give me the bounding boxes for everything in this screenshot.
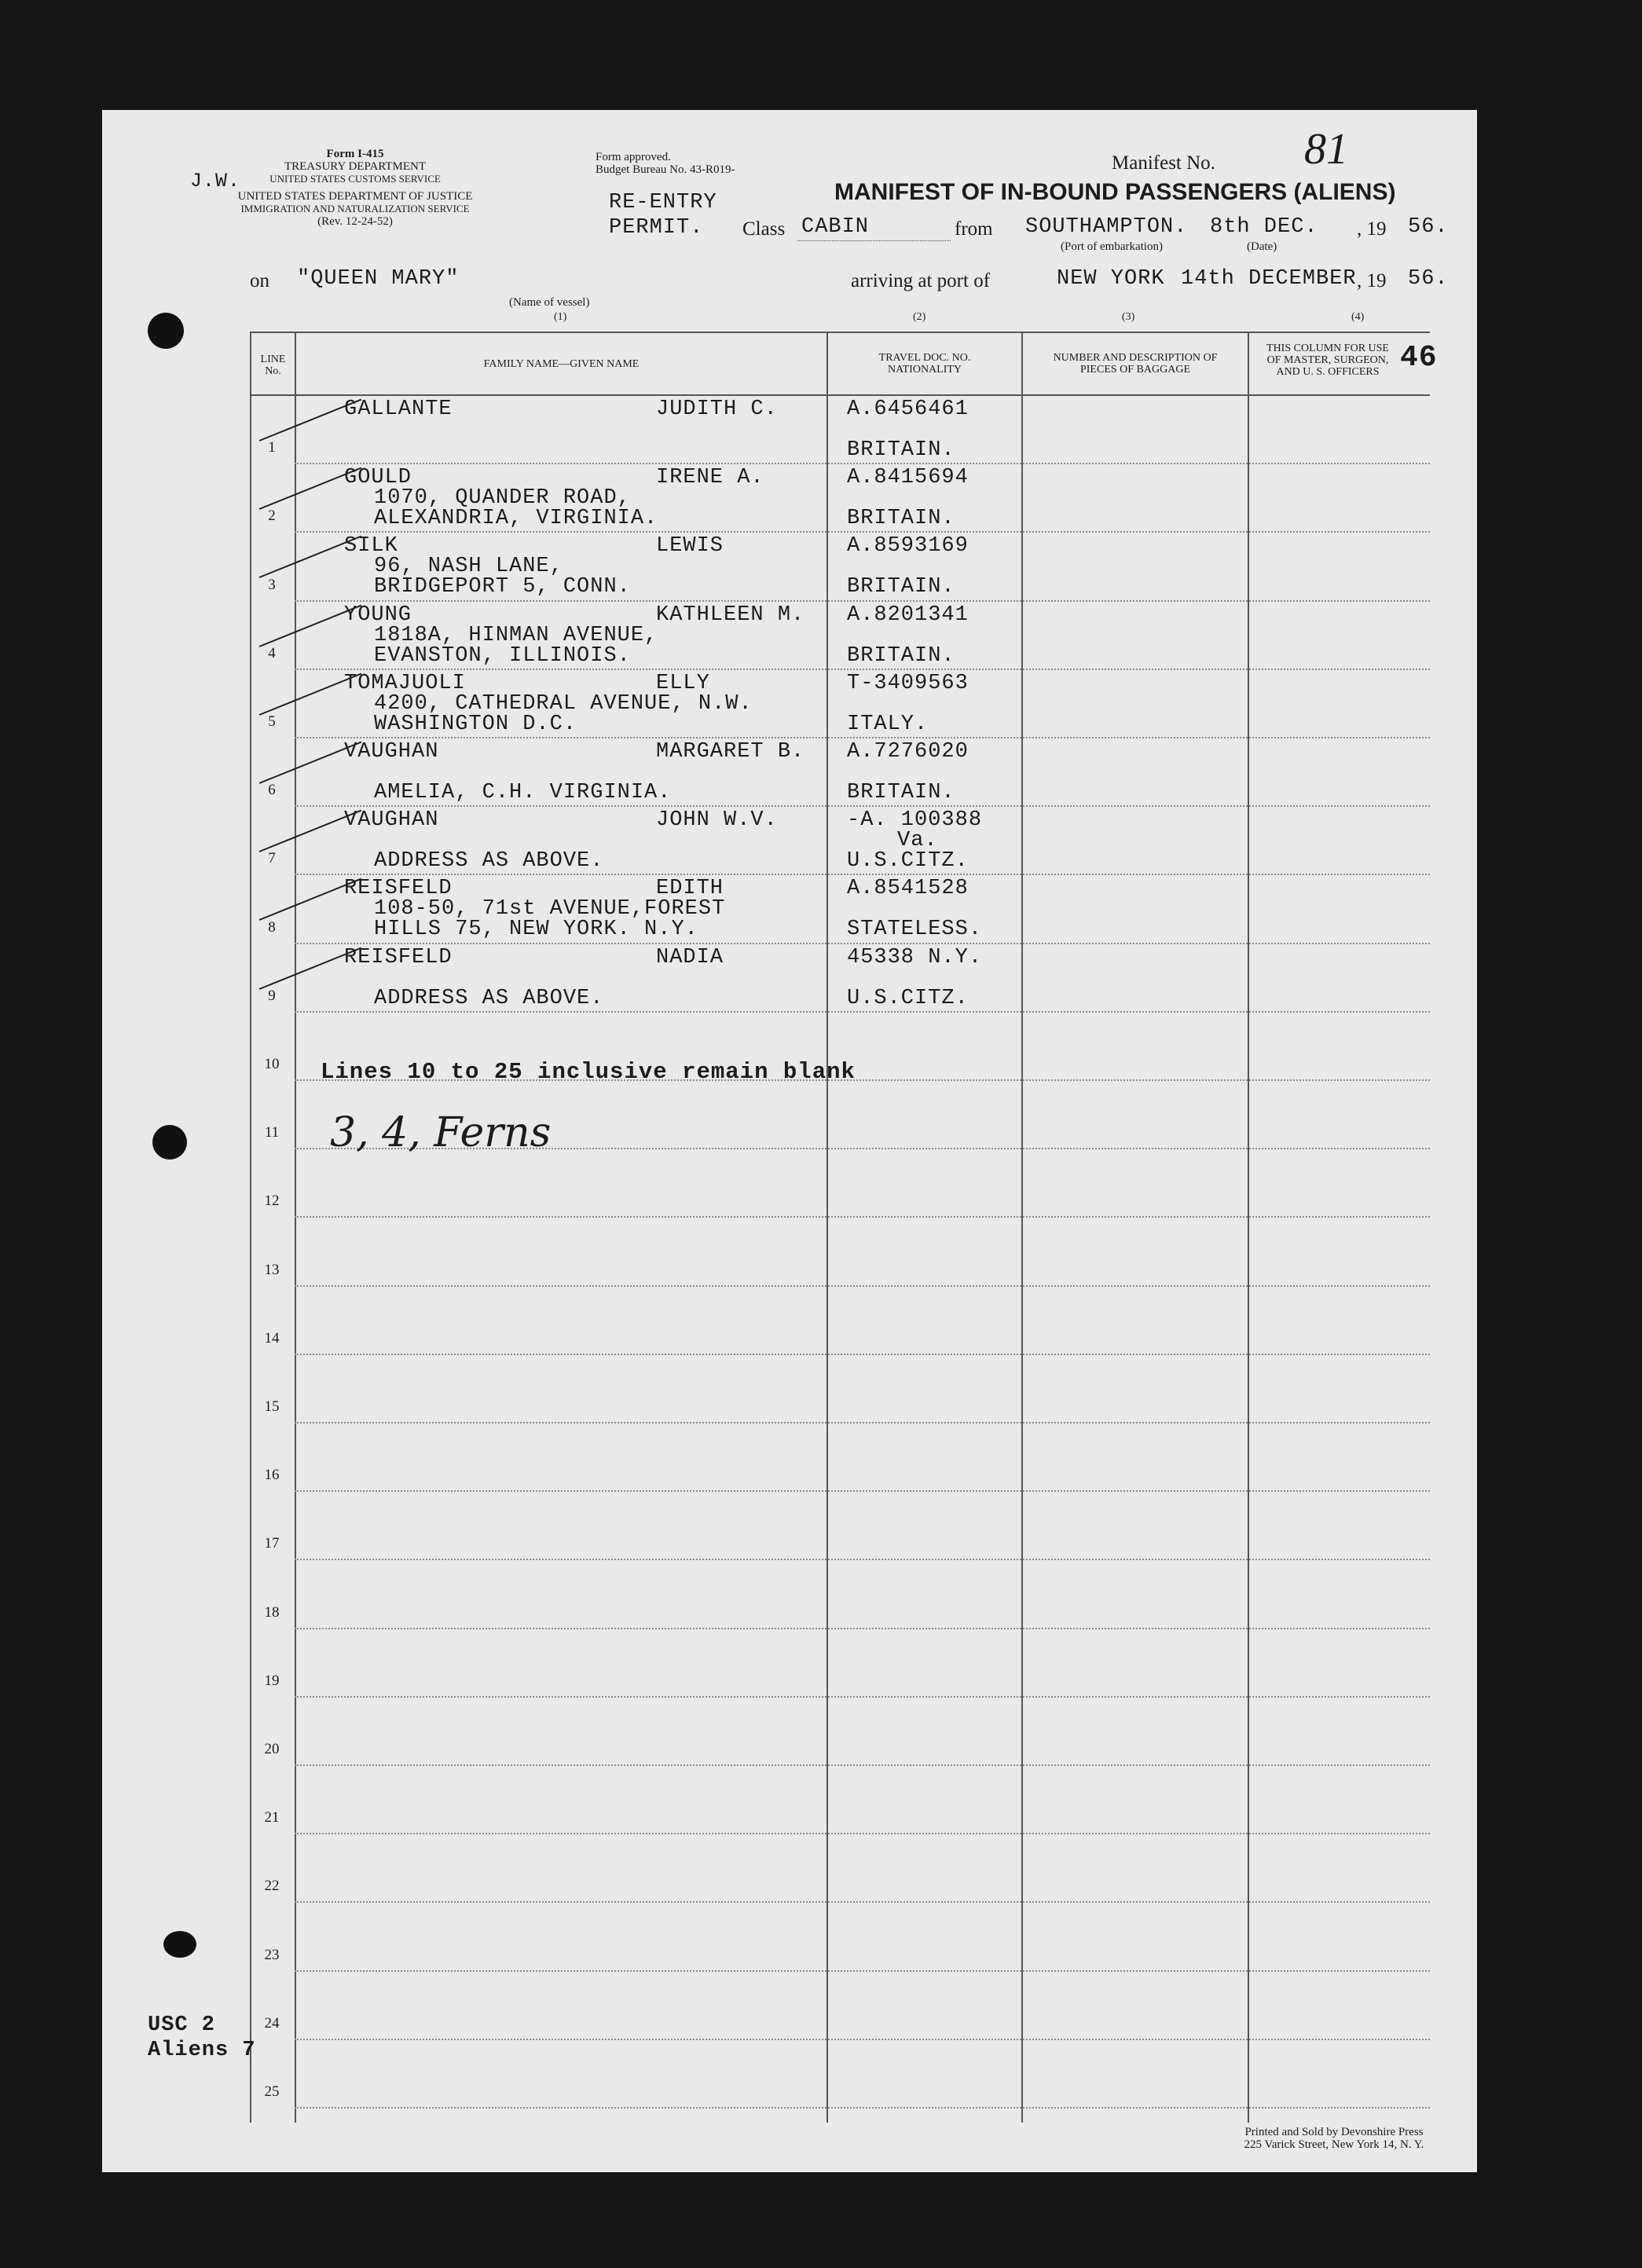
- page-number: 46: [1400, 341, 1438, 375]
- row-rule: [295, 737, 1430, 738]
- address-line-2: ALEXANDRIA, VIRGINIA.: [374, 507, 658, 530]
- line-number: 6: [268, 782, 276, 798]
- manifest-no-label: Manifest No.: [1112, 152, 1215, 174]
- travel-doc-note: Va.: [897, 829, 938, 852]
- row-rule: [295, 531, 1430, 533]
- year-value: 56.: [1408, 215, 1449, 239]
- class-label: Class: [742, 218, 786, 240]
- travel-doc-number: A.8415694: [847, 466, 969, 489]
- given-name: IRENE A.: [656, 466, 764, 489]
- given-name: JOHN W.V.: [656, 808, 778, 832]
- address-line-1: 4200, CATHEDRAL AVENUE, N.W.: [374, 692, 753, 716]
- reentry-permit: [609, 190, 717, 240]
- line-number: 16: [264, 1467, 280, 1483]
- family-name: GOULD: [344, 466, 412, 489]
- line-number: 1: [268, 439, 276, 456]
- line-number: 23: [264, 1947, 280, 1963]
- reentry-line-2: PERMIT.: [609, 216, 704, 240]
- travel-doc-number: A.8593169: [847, 534, 969, 558]
- given-name: ELLY: [656, 672, 710, 695]
- row-rule: [295, 463, 1430, 464]
- travel-doc-number: A.7276020: [847, 740, 969, 764]
- corner-initials: J.W.: [190, 170, 241, 192]
- punch-hole-top: [148, 313, 184, 349]
- row-rule: [295, 1833, 1430, 1834]
- row-rule: [295, 1011, 1430, 1013]
- approval-line-1: Form approved.: [596, 151, 671, 163]
- arriving-label: arriving at port of: [851, 270, 991, 291]
- year-prefix-2: , 19: [1357, 270, 1387, 291]
- address-line-1: 1070, QUANDER ROAD,: [374, 486, 631, 510]
- date-value: 8th DEC.: [1210, 215, 1318, 239]
- nationality: BRITAIN.: [847, 781, 955, 804]
- col-number-1: (1): [554, 311, 567, 323]
- row-rule: [295, 805, 1430, 807]
- class-value: CABIN: [801, 215, 870, 239]
- line-number: 17: [264, 1535, 280, 1552]
- line-number: 13: [264, 1262, 280, 1278]
- row-rule: [295, 1696, 1430, 1698]
- usc-label: USC 2 Aliens 7: [148, 2013, 256, 2062]
- nationality: BRITAIN.: [847, 644, 955, 668]
- header-line-no: LINE No.: [260, 354, 286, 377]
- nationality: BRITAIN.: [847, 438, 955, 462]
- family-name: SILK: [344, 534, 398, 558]
- address-line-2: ADDRESS AS ABOVE.: [374, 987, 604, 1010]
- nationality: U.S.CITZ.: [847, 849, 969, 873]
- manifest-no-value: 81: [1304, 125, 1348, 174]
- blank-lines-note: Lines 10 to 25 inclusive remain blank: [321, 1059, 856, 1085]
- nationality: U.S.CITZ.: [847, 987, 969, 1010]
- given-name: JUDITH C.: [656, 398, 778, 421]
- row-rule: [295, 2039, 1430, 2040]
- row-rule: [295, 2107, 1430, 2109]
- address-line-2: ADDRESS AS ABOVE.: [374, 849, 604, 873]
- col-number-2: (2): [913, 311, 926, 323]
- line-number: 20: [264, 1741, 280, 1757]
- given-name: MARGARET B.: [656, 740, 805, 764]
- line-number: 14: [264, 1330, 280, 1347]
- year-value-2: 56.: [1408, 267, 1449, 291]
- form-rev: (Rev. 12-24-52): [317, 215, 393, 228]
- table-top-border: [250, 332, 1430, 333]
- address-line-1: 108-50, 71st AVENUE,FOREST: [374, 897, 726, 921]
- line-number: 9: [268, 987, 276, 1004]
- line-number: 3: [268, 577, 276, 593]
- line-number: 18: [264, 1604, 280, 1621]
- line-number: 12: [264, 1193, 280, 1209]
- address-line-2: HILLS 75, NEW YORK. N.Y.: [374, 918, 698, 941]
- form-block: [237, 148, 473, 228]
- family-name: GALLANTE: [344, 398, 453, 421]
- form-dept: TREASURY DEPARTMENT: [284, 160, 427, 173]
- approval-line-2: Budget Bureau No. 43-R019-: [596, 163, 735, 176]
- address-line-2: AMELIA, C.H. VIRGINIA.: [374, 781, 672, 804]
- travel-doc-number: A.6456461: [847, 398, 969, 421]
- col-number-3: (3): [1122, 311, 1135, 323]
- page-title: MANIFEST OF IN-BOUND PASSENGERS (ALIENS): [834, 179, 1396, 205]
- printer-credit: Printed and Sold by Devonshire Press 225 Varick Street, New York 14, N. Y.: [1244, 2126, 1424, 2151]
- on-label: on: [250, 270, 269, 291]
- row-rule: [295, 1764, 1430, 1766]
- row-rule: [295, 943, 1430, 944]
- family-name: YOUNG: [344, 603, 412, 627]
- form-ins: IMMIGRATION AND NATURALIZATION SERVICE: [240, 203, 470, 214]
- family-name: VAUGHAN: [344, 740, 439, 764]
- manifest-page: [102, 110, 1477, 2172]
- approval-block: [596, 151, 735, 176]
- header-officers: THIS COLUMN FOR USE OF MASTER, SURGEON, AND U. S. OFFICERS: [1266, 343, 1389, 378]
- handwritten-note: 3, 4, Ferns: [330, 1109, 552, 1156]
- row-rule: [295, 1422, 1430, 1423]
- row-rule: [295, 1285, 1430, 1287]
- line-number: 21: [264, 1809, 280, 1826]
- row-rule: [295, 669, 1430, 670]
- family-name: REISFELD: [344, 877, 453, 900]
- line-number: 22: [264, 1878, 280, 1894]
- row-rule: [295, 874, 1430, 875]
- table-header-border: [250, 394, 1430, 396]
- reentry-line-1: RE-ENTRY: [609, 191, 717, 214]
- vessel-value: "QUEEN MARY": [297, 267, 460, 291]
- col-number-4: (4): [1351, 311, 1365, 323]
- address-line-2: BRIDGEPORT 5, CONN.: [374, 575, 631, 599]
- line-number: 25: [264, 2083, 280, 2100]
- family-name: TOMAJUOLI: [344, 672, 466, 695]
- address-line-2: EVANSTON, ILLINOIS.: [374, 644, 631, 668]
- nationality: BRITAIN.: [847, 575, 955, 599]
- travel-doc-number: A.8541528: [847, 877, 969, 900]
- row-rule: [295, 1216, 1430, 1218]
- line-number: 5: [268, 713, 276, 730]
- row-rule: [295, 600, 1430, 602]
- family-name: VAUGHAN: [344, 808, 439, 832]
- punch-hole-bottom: [163, 1931, 196, 1958]
- row-rule: [295, 1628, 1430, 1629]
- family-name: REISFELD: [344, 946, 453, 969]
- from-label: from: [955, 218, 993, 240]
- line-number: 4: [268, 645, 276, 661]
- form-justice: UNITED STATES DEPARTMENT OF JUSTICE: [237, 190, 473, 203]
- from-caption: (Port of embarkation): [1061, 240, 1163, 253]
- line-number: 2: [268, 507, 276, 524]
- travel-doc-number: T-3409563: [847, 672, 969, 695]
- line-number: 8: [268, 919, 276, 936]
- arrival-date: 14th DECEMBER: [1181, 267, 1357, 291]
- travel-doc-number: 45338 N.Y.: [847, 946, 983, 969]
- row-rule: [295, 1354, 1430, 1355]
- from-value: SOUTHAMPTON.: [1025, 215, 1188, 239]
- travel-doc-number: -A. 100388: [847, 808, 983, 832]
- form-service: UNITED STATES CUSTOMS SERVICE: [269, 173, 441, 185]
- given-name: LEWIS: [656, 534, 724, 558]
- header-baggage: NUMBER AND DESCRIPTION OF PIECES OF BAGGAGE: [1053, 352, 1218, 376]
- table-left-border: [250, 332, 251, 2123]
- header-travel-doc: TRAVEL DOC. NO. NATIONALITY: [878, 352, 971, 376]
- address-line-1: 96, NASH LANE,: [374, 555, 563, 578]
- vessel-caption: (Name of vessel): [509, 296, 590, 309]
- class-underline: [797, 240, 951, 241]
- row-rule: [295, 1970, 1430, 1972]
- nationality: BRITAIN.: [847, 507, 955, 530]
- row-rule: [295, 1901, 1430, 1903]
- given-name: NADIA: [656, 946, 724, 969]
- address-line-1: 1818A, HINMAN AVENUE,: [374, 624, 658, 647]
- date-caption: (Date): [1247, 240, 1277, 253]
- line-number: 11: [264, 1124, 280, 1141]
- row-rule: [295, 1490, 1430, 1492]
- travel-doc-number: A.8201341: [847, 603, 969, 627]
- line-number: 15: [264, 1398, 280, 1415]
- form-number: Form I-415: [326, 148, 384, 160]
- given-name: EDITH: [656, 877, 724, 900]
- line-number: 24: [264, 2015, 280, 2032]
- line-number: 10: [264, 1056, 280, 1072]
- address-line-2: WASHINGTON D.C.: [374, 713, 577, 736]
- nationality: ITALY.: [847, 713, 929, 736]
- header-family-name: FAMILY NAME—GIVEN NAME: [483, 358, 640, 370]
- nationality: STATELESS.: [847, 918, 983, 941]
- punch-hole-middle: [152, 1125, 187, 1160]
- line-number: 7: [268, 850, 276, 867]
- row-rule: [295, 1559, 1430, 1560]
- year-prefix: , 19: [1357, 218, 1387, 240]
- line-number: 19: [264, 1673, 280, 1689]
- arrival-port: NEW YORK: [1057, 267, 1165, 291]
- given-name: KATHLEEN M.: [656, 603, 805, 627]
